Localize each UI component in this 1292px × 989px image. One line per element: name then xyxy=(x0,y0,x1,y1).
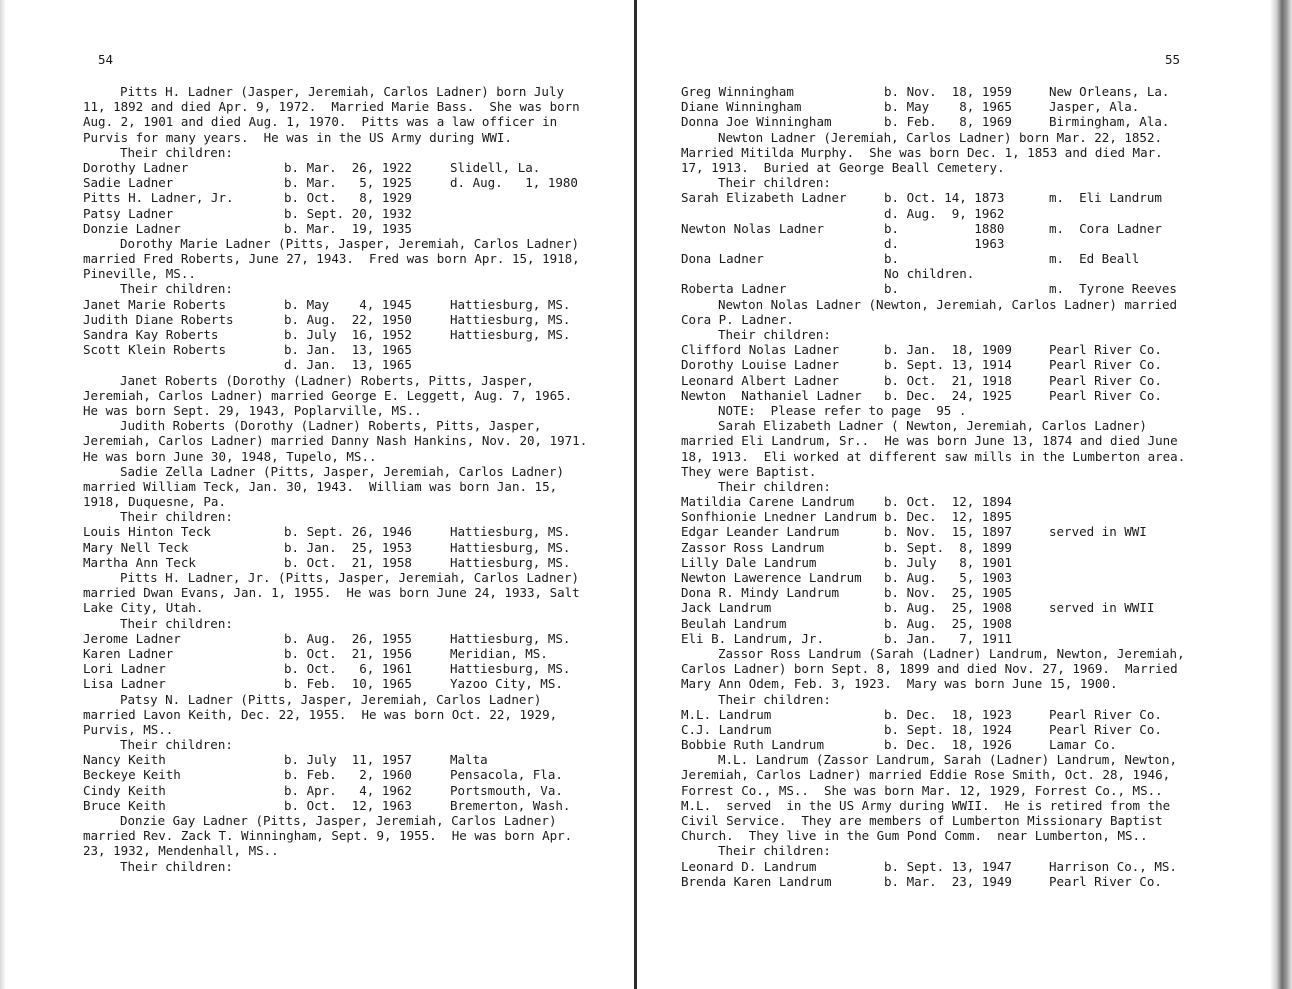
record-row xyxy=(83,206,587,221)
record-name: Donzie Ladner xyxy=(83,220,181,236)
record-note: served in WWI xyxy=(1049,524,1147,540)
record-name: Lori Ladner xyxy=(83,661,166,677)
text-line: married Rev. Zack T. Winningham, Sept. 9, 1955. He was born Apr. xyxy=(83,828,573,844)
record-name: Brenda Karen Landrum xyxy=(681,873,832,889)
record-dates: No children. xyxy=(884,266,975,282)
text-line: Dorothy Marie Ladner (Pitts, Jasper, Jeremiah, Carlos Ladner) xyxy=(120,235,580,251)
text-line: Jeremiah, Carlos Ladner) married Eddie Rose Smith, Oct. 28, 1946, xyxy=(681,767,1171,783)
record-row xyxy=(681,206,1185,221)
record-row xyxy=(681,99,1185,114)
record-row xyxy=(681,190,1185,205)
record-note: m. Tyrone Reeves xyxy=(1049,281,1177,297)
text-line: Jeremiah, Carlos Ladner) married George E. Leggett, Aug. 7, 1965. xyxy=(83,387,573,403)
text-line: 17, 1913. Buried at George Beall Cemetery. xyxy=(681,159,1005,175)
record-dates: b. xyxy=(884,281,900,297)
record-note: Hattiesburg, MS. xyxy=(450,539,571,555)
text-line: married William Teck, Jan. 30, 1943. William was born Jan. 15, xyxy=(83,478,558,494)
record-dates: b. Jan. 7, 1911 xyxy=(884,630,1012,646)
record-name: Diane Winningham xyxy=(681,99,802,115)
text-line: Lake City, Utah. xyxy=(83,600,204,616)
text-line: Church. They live in the Gum Pond Comm. near Lumberton, MS.. xyxy=(681,828,1148,844)
record-name: Dorothy Louise Ladner xyxy=(681,357,840,373)
record-row xyxy=(83,312,587,327)
record-dates: b. Mar. 23, 1949 xyxy=(884,873,1012,889)
record-note: Hattiesburg, MS. xyxy=(450,327,571,342)
record-row xyxy=(83,357,587,372)
record-name: Jerome Ladner xyxy=(83,630,181,646)
record-note: Pearl River Co. xyxy=(1049,387,1162,403)
text-line: Pitts H. Ladner (Jasper, Jeremiah, Carlos Ladner) born July xyxy=(120,84,565,99)
record-name: Beckeye Keith xyxy=(83,767,181,783)
record-row xyxy=(83,783,587,798)
text-line: Cora P. Ladner. xyxy=(681,311,794,327)
record-note: Lamar Co. xyxy=(1049,737,1117,753)
text-line: Mary Ann Odem, Feb. 3, 1923. Mary was born June 15, 1900. xyxy=(681,676,1118,692)
record-dates: b. Dec. 18, 1926 xyxy=(884,737,1012,753)
text-line: Judith Roberts (Dorothy (Ladner) Roberts, Pitts, Jasper, xyxy=(120,418,542,434)
record-row xyxy=(681,509,1185,524)
record-row xyxy=(83,798,587,813)
record-row xyxy=(681,707,1185,722)
record-dates: b. Jan. 18, 1909 xyxy=(884,342,1012,358)
left-page xyxy=(0,0,636,989)
text-line: Their children: xyxy=(718,691,831,707)
record-name: Nancy Keith xyxy=(83,752,166,768)
text-line: Carlos Ladner) born Sept. 8, 1899 and died Nov. 27, 1969. Married xyxy=(681,661,1178,677)
record-row xyxy=(83,661,587,676)
record-note: m. Eli Landrum xyxy=(1049,190,1162,206)
text-line: Their children: xyxy=(120,737,233,753)
text-line: Purvis, MS.. xyxy=(83,721,174,737)
record-row xyxy=(83,342,587,357)
text-line: 1918, Duquesne, Pa. xyxy=(83,494,226,510)
record-name: C.J. Landrum xyxy=(681,721,772,737)
record-dates: d. Aug. 9, 1962 xyxy=(884,205,1005,221)
record-note: Meridian, MS. xyxy=(450,645,548,661)
record-name: Sarah Elizabeth Ladner xyxy=(681,190,847,206)
record-dates: b. Feb. 8, 1969 xyxy=(884,114,1012,130)
text-line: Their children: xyxy=(718,843,831,859)
text-line: Newton Nolas Ladner (Newton, Jeremiah, Carlos Ladner) married xyxy=(718,296,1178,312)
record-dates: b. Aug. 25, 1908 xyxy=(884,600,1012,616)
record-note: Hattiesburg, MS. xyxy=(450,630,571,646)
record-dates: b. Oct. 12, 1894 xyxy=(884,494,1012,510)
record-note: Pearl River Co. xyxy=(1049,721,1162,737)
record-row xyxy=(681,236,1185,251)
record-row xyxy=(681,631,1185,646)
record-name: Greg Winningham xyxy=(681,84,794,99)
record-name: Scott Klein Roberts xyxy=(83,342,226,358)
record-row xyxy=(83,160,587,175)
record-dates: b. Sept. 13, 1914 xyxy=(884,357,1012,373)
record-row xyxy=(83,221,587,236)
text-line: married Fred Roberts, June 27, 1943. Fred was born Apr. 15, 1918, xyxy=(83,251,580,267)
record-name: Karen Ladner xyxy=(83,645,174,661)
record-name: Bruce Keith xyxy=(83,797,166,813)
record-name: Sandra Kay Roberts xyxy=(83,327,219,342)
text-line: Their children: xyxy=(718,478,831,494)
record-note: Hattiesburg, MS. xyxy=(450,524,571,540)
record-row xyxy=(681,357,1185,372)
record-name: Matildia Carene Landrum xyxy=(681,494,855,510)
record-note: m. Ed Beall xyxy=(1049,251,1140,267)
text-line: Sarah Elizabeth Ladner ( Newton, Jeremiah, Carlos Ladner) xyxy=(718,418,1147,434)
record-dates: b. Oct. 8, 1929 xyxy=(284,190,412,206)
record-dates: b. Jan. 25, 1953 xyxy=(284,539,412,555)
record-name: Janet Marie Roberts xyxy=(83,296,226,312)
record-dates: b. Feb. 2, 1960 xyxy=(284,767,412,783)
text-line: married Lavon Keith, Dec. 22, 1955. He was born Oct. 22, 1929, xyxy=(83,706,558,722)
record-dates: d. 1963 xyxy=(884,235,1005,251)
record-row xyxy=(83,540,587,555)
record-name: Newton Nathaniel Ladner xyxy=(681,387,862,403)
page-number: 54 xyxy=(98,52,114,67)
book-gutter xyxy=(634,0,637,989)
record-dates: d. Jan. 13, 1965 xyxy=(284,357,412,373)
record-note: Bremerton, Wash. xyxy=(450,797,571,813)
text-line: 23, 1932, Mendenhall, MS.. xyxy=(83,843,279,859)
record-name: Cindy Keith xyxy=(83,782,166,798)
record-note: Portsmouth, Va. xyxy=(450,782,563,798)
text-line: They were Baptist. xyxy=(681,463,817,479)
record-dates: b. Nov. 15, 1897 xyxy=(884,524,1012,540)
record-note: Harrison Co., MS. xyxy=(1049,858,1177,874)
right-page xyxy=(638,0,1292,989)
page-text xyxy=(681,84,1185,889)
record-row xyxy=(681,281,1185,296)
text-line: He was born Sept. 29, 1943, Poplarville, MS.. xyxy=(83,402,422,418)
record-row xyxy=(83,646,587,661)
record-dates: b. Sept. 20, 1932 xyxy=(284,205,412,221)
record-row xyxy=(681,570,1185,585)
text-line: Aug. 2, 1901 and died Aug. 1, 1970. Pitts was a law officer in xyxy=(83,114,558,130)
record-dates: b. Dec. 24, 1925 xyxy=(884,387,1012,403)
record-note: Pearl River Co. xyxy=(1049,706,1162,722)
record-row xyxy=(681,737,1185,752)
text-line: Pineville, MS.. xyxy=(83,266,196,282)
record-note: Pearl River Co. xyxy=(1049,342,1162,358)
record-dates: b. Mar. 26, 1922 xyxy=(284,159,412,175)
record-dates: b. Nov. 25, 1905 xyxy=(884,585,1012,601)
record-dates: b. 1880 xyxy=(884,220,1005,236)
record-note: Malta xyxy=(450,752,488,768)
record-dates: b. July 11, 1957 xyxy=(284,752,412,768)
text-line: Their children: xyxy=(120,509,233,525)
record-name: Leonard Albert Ladner xyxy=(681,372,840,388)
record-name: Pitts H. Ladner, Jr. xyxy=(83,190,234,206)
text-line: M.L. Landrum (Zassor Landrum, Sarah (Ladner) Landrum, Newton, xyxy=(718,752,1178,768)
record-row xyxy=(681,540,1185,555)
record-row xyxy=(83,676,587,691)
record-name: Bobbie Ruth Landrum xyxy=(681,737,824,753)
text-line: Their children: xyxy=(120,281,233,297)
text-line: Donzie Gay Ladner (Pitts, Jasper, Jeremiah, Carlos Ladner) xyxy=(120,813,557,828)
record-note: Hattiesburg, MS. xyxy=(450,311,571,327)
text-line: 18, 1913. Eli worked at different saw mills in the Lumberton area. xyxy=(681,448,1186,464)
record-note: Pearl River Co. xyxy=(1049,372,1162,388)
record-dates: b. Aug. 26, 1955 xyxy=(284,630,412,646)
record-dates: b. Oct. 12, 1963 xyxy=(284,797,412,813)
text-line: Janet Roberts (Dorothy (Ladner) Roberts, Pitts, Jasper, xyxy=(120,372,534,388)
record-dates: b. Oct. 21, 1958 xyxy=(284,554,412,570)
record-row xyxy=(83,175,587,190)
record-row xyxy=(83,752,587,767)
record-dates: b. Aug. 25, 1908 xyxy=(884,615,1012,631)
text-line: Their children: xyxy=(120,615,233,631)
record-name: Beulah Landrum xyxy=(681,615,787,631)
text-line: Jeremiah, Carlos Ladner) married Danny Nash Hankins, Nov. 20, 1971. xyxy=(83,433,588,449)
record-name: Newton Nolas Ladner xyxy=(681,220,824,236)
text-line: 11, 1892 and died Apr. 9, 1972. Married Marie Bass. She was born xyxy=(83,99,580,115)
record-row xyxy=(83,524,587,539)
record-row xyxy=(681,722,1185,737)
text-line: M.L. served in the US Army during WWII. He is retired from the xyxy=(681,797,1171,813)
text-line: Civil Service. They are members of Lumberton Missionary Baptist xyxy=(681,813,1163,828)
page-edge-shadow-right xyxy=(1270,0,1292,989)
record-dates: b. May 8, 1965 xyxy=(884,99,1012,115)
text-line: He was born June 30, 1948, Tupelo, MS.. xyxy=(83,448,377,464)
record-row xyxy=(681,266,1185,281)
record-name: Zassor Ross Landrum xyxy=(681,539,824,555)
record-name: Donna Joe Winningham xyxy=(681,114,832,130)
text-line: married Dwan Evans, Jan. 1, 1955. He was born June 24, 1933, Salt xyxy=(83,585,580,601)
record-dates: b. Oct. 14, 1873 xyxy=(884,190,1005,206)
record-dates: b. xyxy=(884,251,900,267)
record-dates: b. Dec. 18, 1923 xyxy=(884,706,1012,722)
record-note: Pensacola, Fla. xyxy=(450,767,563,783)
record-note: Pearl River Co. xyxy=(1049,357,1162,373)
record-dates: b. Dec. 12, 1895 xyxy=(884,509,1012,525)
record-note: Yazoo City, MS. xyxy=(450,676,563,692)
record-note: New Orleans, La. xyxy=(1049,84,1170,99)
record-row xyxy=(681,388,1185,403)
text-line: Pitts H. Ladner, Jr. (Pitts, Jasper, Jeremiah, Carlos Ladner) xyxy=(120,570,580,585)
text-line: Their children: xyxy=(120,144,233,160)
text-line: Their children: xyxy=(718,175,831,191)
record-row xyxy=(681,342,1185,357)
page-text xyxy=(83,84,587,874)
text-line: Forrest Co., MS.. She was born Mar. 12, 1929, Forrest Co., MS.. xyxy=(681,782,1163,798)
record-note: Slidell, La. xyxy=(450,159,541,175)
record-name: Lilly Dale Landrum xyxy=(681,554,817,570)
record-dates: b. Aug. 5, 1903 xyxy=(884,570,1012,585)
record-name: Patsy Ladner xyxy=(83,205,174,221)
record-dates: b. Apr. 4, 1962 xyxy=(284,782,412,798)
record-row xyxy=(681,616,1185,631)
record-row xyxy=(83,631,587,646)
record-note: d. Aug. 1, 1980 xyxy=(450,175,578,191)
record-dates: b. Oct. 21, 1918 xyxy=(884,372,1012,388)
record-name: Louis Hinton Teck xyxy=(83,524,211,540)
record-dates: b. Sept. 13, 1947 xyxy=(884,858,1012,874)
record-dates: b. Jan. 13, 1965 xyxy=(284,342,412,358)
record-row xyxy=(681,373,1185,388)
record-dates: b. July 8, 1901 xyxy=(884,554,1012,570)
record-note: Hattiesburg, MS. xyxy=(450,661,571,677)
record-name: Newton Lawerence Landrum xyxy=(681,570,862,585)
record-row xyxy=(681,524,1185,539)
record-dates: b. July 16, 1952 xyxy=(284,327,412,342)
text-line: Their children: xyxy=(718,327,831,342)
record-row xyxy=(681,555,1185,570)
record-name: Dona Ladner xyxy=(681,251,764,267)
record-dates: b. Sept. 8, 1899 xyxy=(884,539,1012,555)
text-line: NOTE: Please refer to page 95 . xyxy=(718,402,967,418)
record-note: Jasper, Ala. xyxy=(1049,99,1140,115)
record-row xyxy=(83,190,587,205)
record-name: Dona R. Mindy Landrum xyxy=(681,585,840,601)
record-row xyxy=(681,859,1185,874)
record-dates: b. Feb. 10, 1965 xyxy=(284,676,412,692)
record-name: Sonfhionie Lnedner Landrum xyxy=(681,509,877,525)
record-row xyxy=(681,84,1185,99)
record-note: served in WWII xyxy=(1049,600,1155,616)
record-name: Roberta Ladner xyxy=(681,281,787,297)
text-line: Patsy N. Ladner (Pitts, Jasper, Jeremiah, Carlos Ladner) xyxy=(120,691,542,707)
record-name: Clifford Nolas Ladner xyxy=(681,342,840,358)
record-dates: b. Mar. 19, 1935 xyxy=(284,220,412,236)
record-name: Edgar Leander Landrum xyxy=(681,524,840,540)
record-name: Lisa Ladner xyxy=(83,676,166,692)
record-row xyxy=(83,767,587,782)
record-dates: b. Mar. 5, 1925 xyxy=(284,175,412,191)
text-line: Sadie Zella Ladner (Pitts, Jasper, Jeremiah, Carlos Ladner) xyxy=(120,463,565,479)
record-note: Pearl River Co. xyxy=(1049,873,1162,889)
page-number: 55 xyxy=(1164,52,1180,67)
record-row xyxy=(83,555,587,570)
record-row xyxy=(681,114,1185,129)
record-row xyxy=(681,251,1185,266)
record-name: Judith Diane Roberts xyxy=(83,311,234,327)
text-line: married Eli Landrum, Sr.. He was born June 13, 1874 and died June xyxy=(681,433,1178,449)
record-row xyxy=(681,494,1185,509)
record-row xyxy=(681,585,1185,600)
record-dates: b. Oct. 21, 1956 xyxy=(284,645,412,661)
record-name: Sadie Ladner xyxy=(83,175,174,191)
record-name: Dorothy Ladner xyxy=(83,159,189,175)
record-note: Birmingham, Ala. xyxy=(1049,114,1170,130)
record-note: Hattiesburg, MS. xyxy=(450,554,571,570)
record-name: Jack Landrum xyxy=(681,600,772,616)
record-name: Mary Nell Teck xyxy=(83,539,189,555)
record-dates: b. Aug. 22, 1950 xyxy=(284,311,412,327)
record-name: Eli B. Landrum, Jr. xyxy=(681,630,824,646)
text-line: Zassor Ross Landrum (Sarah (Ladner) Landrum, Newton, Jeremiah, xyxy=(718,645,1185,661)
record-name: Martha Ann Teck xyxy=(83,554,196,570)
record-dates: b. Nov. 18, 1959 xyxy=(884,84,1012,99)
text-line: Married Mitilda Murphy. She was born Dec. 1, 1853 and died Mar. xyxy=(681,144,1163,160)
record-dates: b. Oct. 6, 1961 xyxy=(284,661,412,677)
record-dates: b. Sept. 18, 1924 xyxy=(884,721,1012,737)
record-dates: b. May 4, 1945 xyxy=(284,296,412,312)
record-row xyxy=(83,327,587,342)
record-row xyxy=(681,221,1185,236)
record-name: Leonard D. Landrum xyxy=(681,858,817,874)
record-row xyxy=(681,874,1185,889)
text-line: Purvis for many years. He was in the US Army during WWI. xyxy=(83,129,512,145)
text-line: Newton Ladner (Jeremiah, Carlos Ladner) born Mar. 22, 1852. xyxy=(718,129,1163,145)
record-note: Hattiesburg, MS. xyxy=(450,296,571,312)
record-note: m. Cora Ladner xyxy=(1049,220,1162,236)
record-name: M.L. Landrum xyxy=(681,706,772,722)
record-row xyxy=(681,600,1185,615)
record-dates: b. Sept. 26, 1946 xyxy=(284,524,412,540)
text-line: Their children: xyxy=(120,858,233,874)
record-row xyxy=(83,297,587,312)
